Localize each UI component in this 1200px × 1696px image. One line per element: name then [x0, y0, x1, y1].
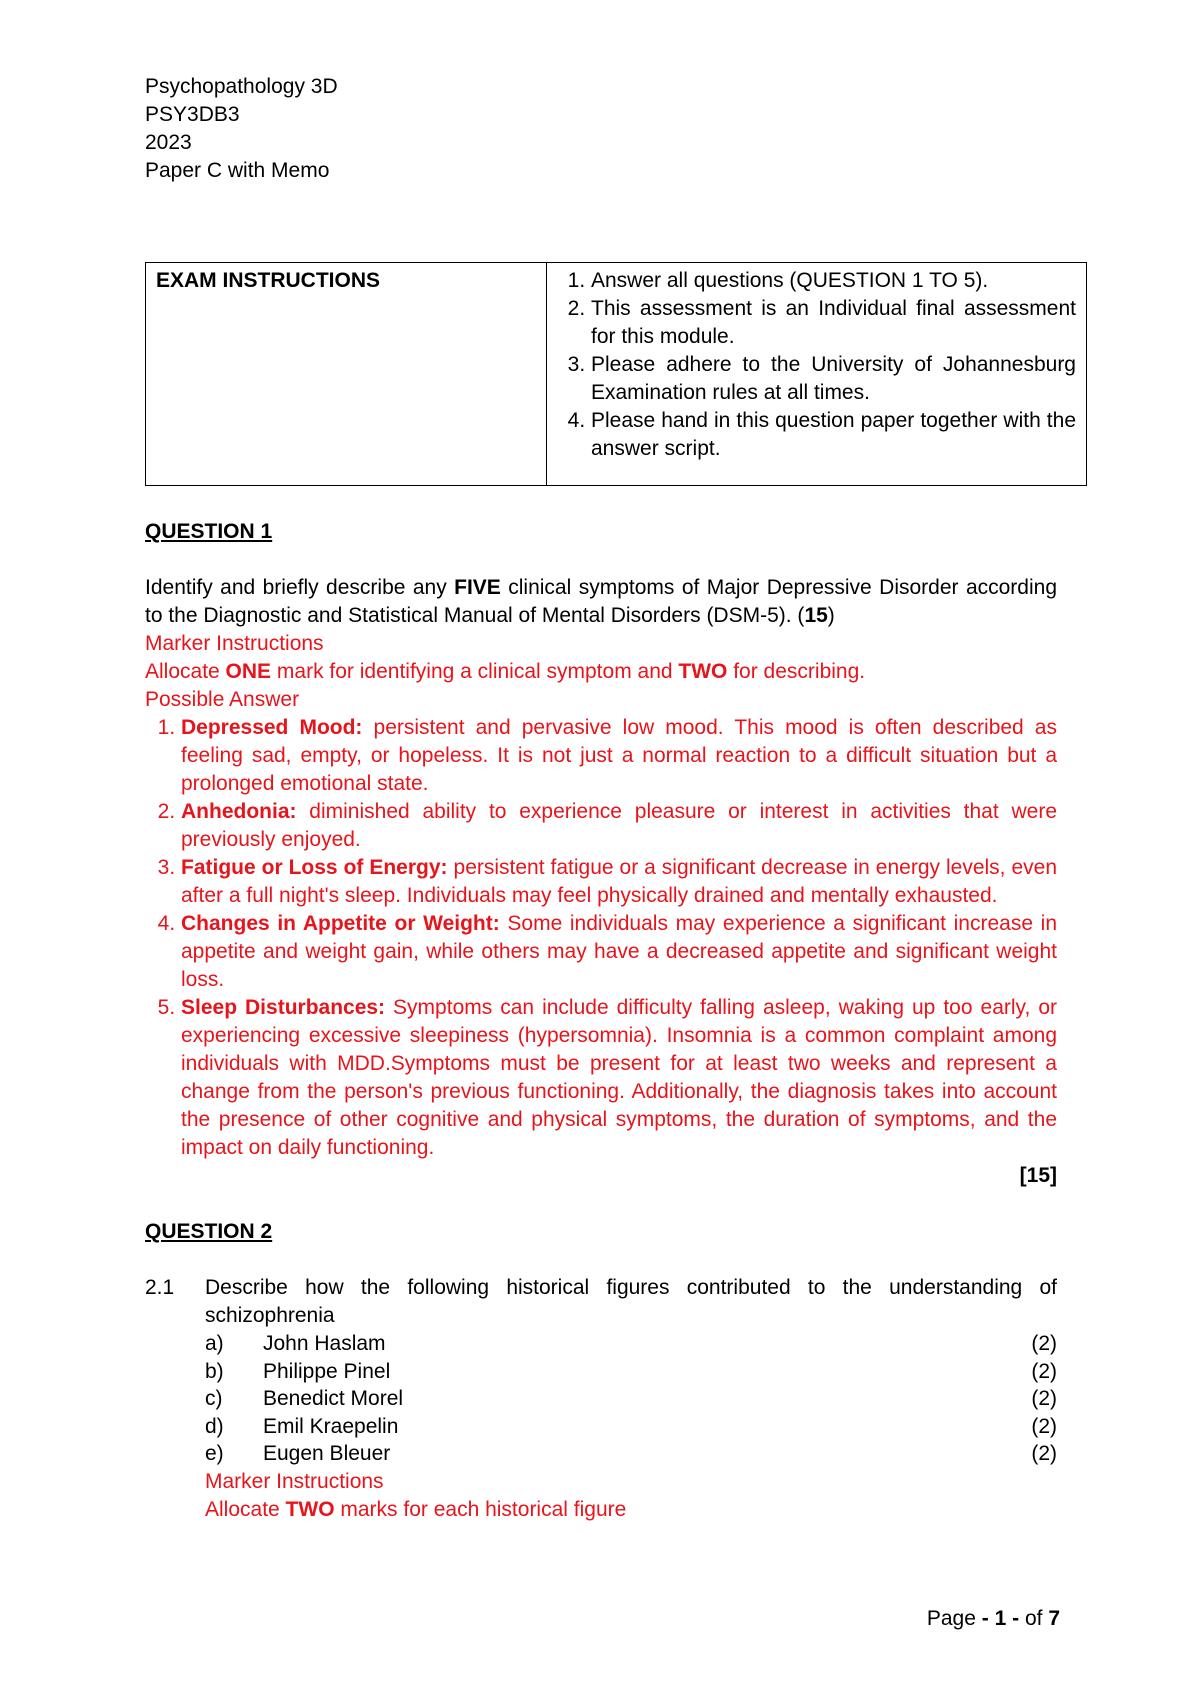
answer-item: 1. Depressed Mood: persistent and pervasive low mood. This mood is often described as feeling sad, empty, or hopeless. It is not just a normal reaction to a difficult situation but a prolonged emotional state.	[181, 714, 1057, 798]
figure-item: e) Eugen Bleuer (2)	[205, 1442, 1057, 1465]
instructions-list-cell	[547, 263, 1087, 486]
instruction-item: 1. Answer all questions (QUESTION 1 TO 5).	[591, 267, 1076, 295]
course-code: PSY3DB3	[145, 103, 240, 126]
answer-item: 2. Anhedonia: diminished ability to experience pleasure or interest in activities that were previously enjoyed.	[181, 798, 1057, 854]
subquestion-number: 2.1	[145, 1276, 175, 1299]
figure-item: d) Emil Kraepelin (2)	[205, 1414, 1057, 1438]
figure-item: c) Benedict Morel (2)	[205, 1387, 1057, 1410]
answer-item: 5. Sleep Disturbances: Symptoms can include difficulty falling asleep, waking up too early, or experiencing excessive sleepiness (hypersomnia). Insomnia is a common complaint among individuals with MDD.Symptoms must be present for at least two weeks and represent a change from the person's previous functioning. Additionally, the diagnosis takes into account the presence of other cognitive and physical symptoms, the duration of symptoms, and the impact on daily functioning.	[181, 994, 1057, 1162]
question-2-heading: QUESTION 2	[145, 1220, 273, 1243]
figure-item: a) John Haslam (2)	[205, 1332, 1057, 1355]
q2-marker-instructions-text: Allocate TWO marks for each historical figure	[205, 1497, 627, 1521]
instructions-label: EXAM INSTRUCTIONS	[146, 263, 547, 486]
instruction-item: 4. Please hand in this question paper together with the answer script.	[591, 407, 1076, 463]
document-header	[145, 73, 338, 185]
question-1-total: [15]	[1019, 1164, 1057, 1187]
question-2-1	[145, 1274, 1057, 1330]
subquestion-text: Describe how the following historical figures contributed to the understanding of schizophrenia	[205, 1276, 1057, 1327]
possible-answer-title: Possible Answer	[145, 688, 300, 711]
exam-content	[145, 518, 1057, 1524]
answer-item: 4. Changes in Appetite or Weight: Some individuals may experience a significant increase in appetite and weight gain, while others may have a decreased appetite and significant weight loss.	[181, 910, 1057, 994]
historical-figures-list	[145, 1330, 1057, 1524]
paper-label: Paper C with Memo	[145, 159, 330, 182]
marker-instructions-title: Marker Instructions	[145, 632, 324, 655]
instruction-item: 3. Please adhere to the University of Johannesburg Examination rules at all times.	[591, 351, 1076, 407]
answer-list	[145, 714, 1057, 1162]
page-number-footer: Page - 1 - of 7	[926, 1607, 1060, 1630]
instructions-list	[557, 267, 1076, 463]
question-1-prompt: Identify and briefly describe any FIVE clinical symptoms of Major Depressive Disorder according to the Diagnostic and Statistical Manual of Mental Disorders (DSM-5). (15)	[145, 576, 1057, 627]
marker-instructions-text: Allocate ONE mark for identifying a clinical symptom and TWO for describing.	[145, 660, 866, 683]
answer-item: 3. Fatigue or Loss of Energy: persistent fatigue or a significant decrease in energy levels, even after a full night's sleep. Individuals may feel physically drained and mentally exhausted.	[181, 854, 1057, 910]
course-title: Psychopathology 3D	[145, 75, 338, 98]
figure-item: b) Philippe Pinel (2)	[205, 1359, 1057, 1383]
q2-marker-instructions-title: Marker Instructions	[205, 1469, 384, 1493]
exam-instructions-table	[145, 262, 1087, 486]
exam-year: 2023	[145, 131, 192, 154]
instruction-item: 2. This assessment is an Individual final assessment for this module.	[591, 295, 1076, 351]
question-1-heading: QUESTION 1	[145, 520, 273, 543]
